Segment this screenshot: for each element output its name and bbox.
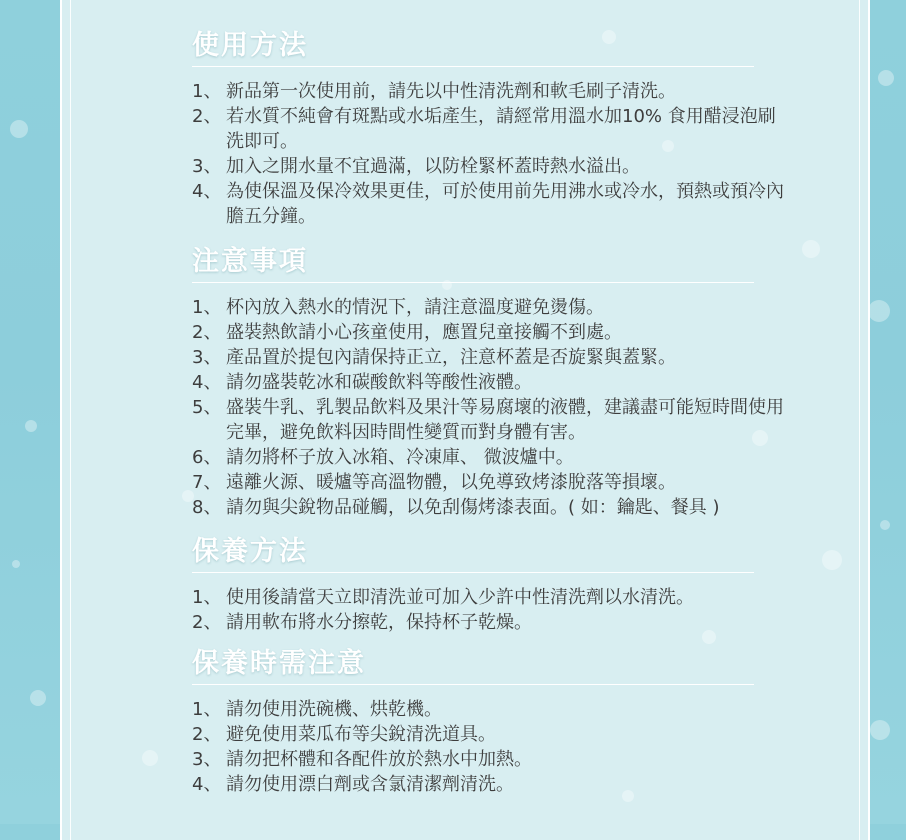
section-precautions xyxy=(192,244,812,520)
list-item: 5、 盛裝牛乳、乳製品飲料及果汁等易腐壞的液體，建議盡可能短時間使用完畢，避免飲料因時間性變質而對身體有害。 xyxy=(192,397,784,443)
list-item: 2、 請用軟布將水分擦乾，保持杯子乾燥。 xyxy=(192,612,532,633)
list-item: 1、 使用後請當天立即清洗並可加入少許中性清洗劑以水清洗。 xyxy=(192,587,694,608)
section-title: 保養時需注意 xyxy=(192,648,366,679)
divider xyxy=(192,66,754,67)
list-item: 1、 請勿使用洗碗機、烘乾機。 xyxy=(192,699,442,720)
section-title: 保養方法 xyxy=(192,536,308,567)
instruction-list xyxy=(192,697,812,797)
section-care xyxy=(192,534,812,635)
list-item: 2、 若水質不純會有斑點或水垢產生，請經常用溫水加10% 食用醋浸泡刷洗即可。 xyxy=(192,106,776,152)
list-item: 3、 請勿把杯體和各配件放於熱水中加熱。 xyxy=(192,749,532,770)
section-usage xyxy=(192,28,812,229)
section-title: 使用方法 xyxy=(192,30,308,61)
list-item: 4、 為使保溫及保冷效果更佳，可於使用前先用沸水或冷水，預熱或預冷內膽五分鐘。 xyxy=(192,181,784,227)
section-title: 注意事項 xyxy=(192,246,308,277)
list-item: 7、 遠離火源、暖爐等高溫物體，以免導致烤漆脫落等損壞。 xyxy=(192,472,676,493)
divider xyxy=(192,684,754,685)
list-item: 3、 加入之開水量不宜過滿，以防栓緊杯蓋時熱水溢出。 xyxy=(192,156,640,177)
divider xyxy=(192,282,754,283)
list-item: 2、 盛裝熱飲請小心孩童使用，應置兒童接觸不到處。 xyxy=(192,322,622,343)
instruction-list xyxy=(192,79,812,229)
instruction-list xyxy=(192,295,812,520)
instruction-list xyxy=(192,585,812,635)
list-item: 8、 請勿與尖銳物品碰觸，以免刮傷烤漆表面。( 如：鑰匙、餐具 ) xyxy=(192,497,720,518)
list-item: 3、 產品置於提包內請保持正立，注意杯蓋是否旋緊與蓋緊。 xyxy=(192,347,676,368)
list-item: 4、 請勿使用漂白劑或含氯清潔劑清洗。 xyxy=(192,774,514,795)
list-item: 4、 請勿盛裝乾冰和碳酸飲料等酸性液體。 xyxy=(192,372,532,393)
section-care-notes xyxy=(192,646,812,797)
divider xyxy=(192,572,754,573)
list-item: 1、 杯內放入熱水的情況下，請注意溫度避免燙傷。 xyxy=(192,297,604,318)
list-item: 1、 新品第一次使用前，請先以中性清洗劑和軟毛刷子清洗。 xyxy=(192,81,676,102)
list-item: 2、 避免使用菜瓜布等尖銳清洗道具。 xyxy=(192,724,496,745)
list-item: 6、 請勿將杯子放入冰箱、冷凍庫、 微波爐中。 xyxy=(192,447,574,468)
